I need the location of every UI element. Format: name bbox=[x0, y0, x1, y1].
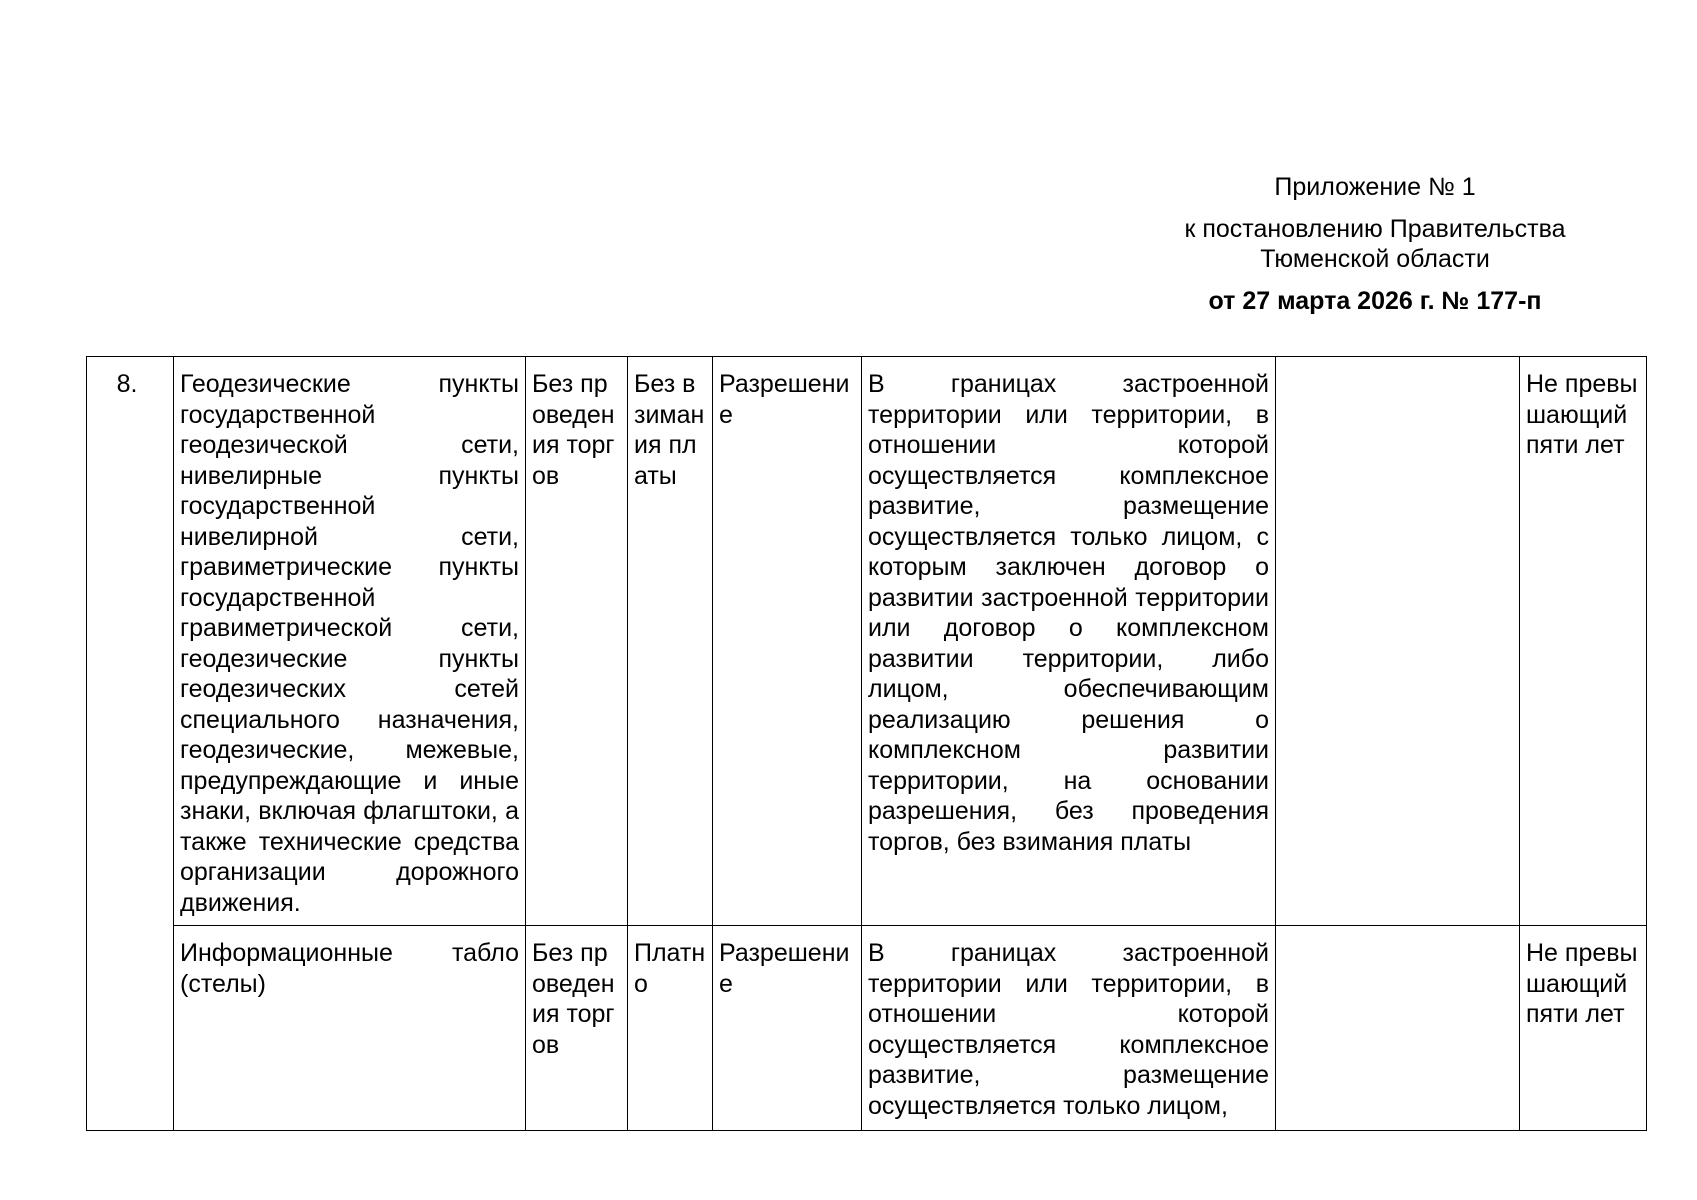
appendix-title: Приложение № 1 bbox=[1274, 173, 1476, 201]
resolution-reference: к постановлению Правительства bbox=[1184, 215, 1566, 243]
region-name: Тюменской области bbox=[1260, 245, 1490, 273]
term-cell: Не превышающий пяти лет bbox=[1520, 926, 1647, 1131]
row-number-cell: 8. bbox=[87, 357, 174, 1131]
document-cell: Разрешение bbox=[713, 357, 862, 926]
extra-cell bbox=[1276, 357, 1520, 926]
object-cell: Информационные табло (стелы) bbox=[174, 926, 526, 1131]
table-row bbox=[87, 357, 1647, 926]
extra-cell bbox=[1276, 926, 1520, 1131]
appendix-table bbox=[86, 356, 1647, 1131]
term-cell: Не превышающий пяти лет bbox=[1520, 357, 1647, 926]
object-cell: Геодезические пункты государственной геодезической сети, нивелирные пункты государственной нивелирной сети, гравиметрические пункты государственной гравиметрической сети, геодезические пункты геодезических сетей специального назначения, геодезические, межевые, предупреждающие и иные знаки, включая флагштоки, а также технические средства организации дорожного движения. bbox=[174, 357, 526, 926]
document-header bbox=[1140, 172, 1610, 316]
conditions-cell: В границах застроенной территории или территории, в отношении которой осуществляется комплексное развитие, размещение осуществляется только лицом, bbox=[862, 926, 1276, 1131]
resolution-date-number: от 27 марта 2026 г. № 177-п bbox=[1208, 287, 1542, 315]
payment-cell: Платно bbox=[628, 926, 713, 1131]
payment-cell: Без взимания платы bbox=[628, 357, 713, 926]
procedure-cell: Без проведения торгов bbox=[526, 926, 628, 1131]
table-row bbox=[87, 926, 1647, 1131]
conditions-cell: В границах застроенной территории или территории, в отношении которой осуществляется комплексное развитие, размещение осуществляется только лицом, с которым заключен договор о развитии застроенной территории или договор о комплексном развитии территории, либо лицом, обеспечивающим реализацию решения о комплексном развитии территории, на основании разрешения, без проведения торгов, без взимания платы bbox=[862, 357, 1276, 926]
procedure-cell: Без проведения торгов bbox=[526, 357, 628, 926]
document-cell: Разрешение bbox=[713, 926, 862, 1131]
